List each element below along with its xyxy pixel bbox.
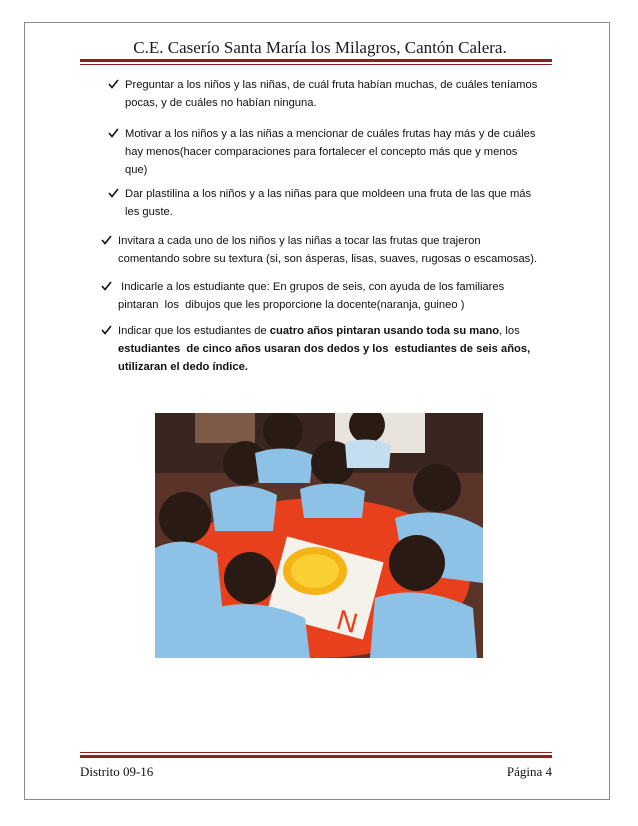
- checkmark-icon: [108, 76, 122, 89]
- list-item-line: Dar plastilina a los niños y a las niñas para que moldeen una fruta de las que más: [125, 188, 532, 200]
- header-rule-thin: [80, 64, 552, 65]
- list-item-line: Motivar a los niños y a las niñas a mencionar de cuáles frutas hay más y de cuáles: [125, 128, 536, 140]
- bold-text-run: estudiantes de cinco años usaran dos dedos y los estudiantes de seis años,: [118, 343, 531, 355]
- footer-rule: [80, 755, 552, 758]
- list-item-line: [118, 340, 530, 358]
- classroom-photo: [155, 413, 483, 658]
- bold-text-run: cuatro años pintaran usando toda su mano: [269, 325, 500, 337]
- list-item-line: que): [125, 164, 148, 176]
- list-item-line: Invitara a cada uno de los niños y las niñas a tocar las frutas que trajeron: [118, 235, 481, 247]
- checkmark-icon: [101, 278, 115, 291]
- checkmark-icon: [101, 322, 115, 335]
- list-item-line: pocas, y de cuáles no habían ninguna.: [125, 97, 317, 109]
- footer-district: Distrito 09-16: [80, 764, 154, 779]
- list-item-line: les guste.: [125, 206, 173, 218]
- list-item-line: comentando sobre su textura (si, son ásperas, lisas, suaves, rugosas o escamosas).: [118, 253, 538, 265]
- list-item-line: [118, 322, 530, 340]
- list-item-line: Indicarle a los estudiante que: En grupos de seis, con ayuda de los familiares: [118, 281, 505, 293]
- list-item-line: hay menos(hacer comparaciones para fortalecer el concepto más que y menos: [125, 146, 518, 158]
- page-header-title: C.E. Caserío Santa María los Milagros, Cantón Calera.: [133, 38, 507, 57]
- text-run: , los: [499, 325, 520, 337]
- checkmark-icon: [108, 125, 122, 138]
- footer-rule-thin: [80, 752, 552, 753]
- text-run: Indicar que los estudiantes de: [118, 325, 270, 337]
- footer-page-number: Página 4: [506, 764, 552, 779]
- checkmark-icon: [108, 185, 122, 198]
- bold-text-run: utilizaran el dedo índice.: [118, 361, 248, 373]
- list-item-line: pintaran los dibujos que les proporcione la docente(naranja, guineo ): [118, 299, 465, 311]
- svg-text:N: N: [333, 603, 362, 640]
- header-rule: [80, 59, 552, 62]
- list-item-line: [118, 358, 530, 376]
- list-item-line: Preguntar a los niños y las niñas, de cuál fruta habían muchas, de cuáles teníamos: [125, 79, 538, 91]
- checkmark-icon: [101, 232, 115, 245]
